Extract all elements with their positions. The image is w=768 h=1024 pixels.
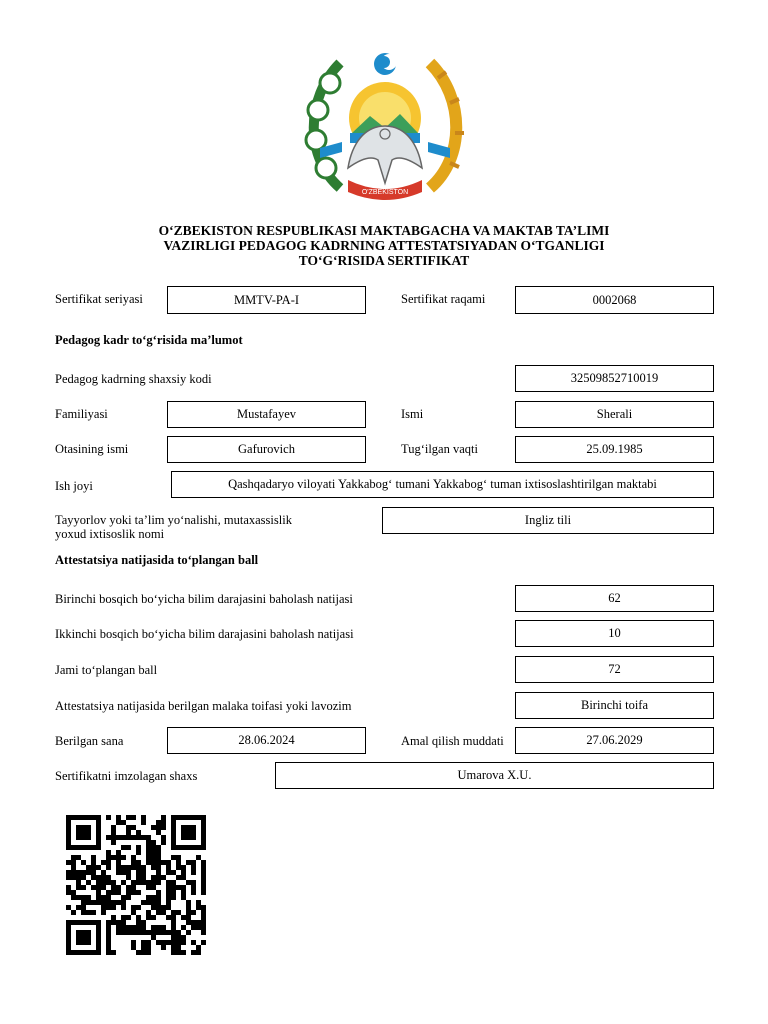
stage1-value: 62 xyxy=(515,585,714,612)
issued-date-label: Berilgan sana xyxy=(55,734,124,748)
signer-value: Umarova X.U. xyxy=(275,762,714,789)
valid-until-value: 27.06.2029 xyxy=(515,727,714,754)
section-personal-heading: Pedagog kadr to‘g‘risida ma’lumot xyxy=(55,333,243,347)
emblem-banner-text: O'ZBEKISTON xyxy=(361,189,409,196)
specialty-value: Ingliz tili xyxy=(382,507,714,534)
personal-id-label: Pedagog kadrning shaxsiy kodi xyxy=(55,372,212,386)
total-value: 72 xyxy=(515,656,714,683)
stage1-label: Birinchi bosqich bo‘yicha bilim darajasini baholash natijasi xyxy=(55,592,353,606)
specialty-label: Tayyorlov yoki ta’lim yo‘nalishi, mutaxassislik yoxud ixtisoslik nomi xyxy=(55,513,292,541)
title-line-2: VAZIRLIGI PEDAGOG KADRNING ATTESTATSIYADAN O‘TGANLIGI xyxy=(163,238,605,253)
category-value: Birinchi toifa xyxy=(515,692,714,719)
stage2-label: Ikkinchi bosqich bo‘yicha bilim darajasini baholash natijasi xyxy=(55,627,354,641)
title-line-3: TO‘G‘RISIDA SERTIFIKAT xyxy=(298,253,470,268)
section-results-heading: Attestatsiya natijasida to‘plangan ball xyxy=(55,553,259,567)
stage2-value: 10 xyxy=(515,620,714,647)
total-label: Jami to‘plangan ball xyxy=(55,663,158,677)
qr-code xyxy=(66,815,206,955)
document-title xyxy=(120,223,648,268)
signer-label: Sertifikatni imzolagan shaxs xyxy=(55,769,198,783)
surname-value: Mustafayev xyxy=(167,401,366,428)
birth-date-label: Tug‘ilgan vaqti xyxy=(401,442,478,456)
birth-date-value: 25.09.1985 xyxy=(515,436,714,463)
surname-label: Familiyasi xyxy=(55,407,108,421)
number-value: 0002068 xyxy=(515,286,714,314)
name-value: Sherali xyxy=(515,401,714,428)
workplace-label: Ish joyi xyxy=(55,479,93,493)
state-emblem xyxy=(300,48,470,206)
name-label: Ismi xyxy=(401,407,424,421)
patronymic-value: Gafurovich xyxy=(167,436,366,463)
personal-id-value: 32509852710019 xyxy=(515,365,714,392)
valid-until-label: Amal qilish muddati xyxy=(401,734,504,748)
series-label: Sertifikat seriyasi xyxy=(55,292,143,306)
issued-date-value: 28.06.2024 xyxy=(167,727,366,754)
number-label: Sertifikat raqami xyxy=(401,292,486,306)
patronymic-label: Otasining ismi xyxy=(55,442,129,456)
title-line-1: O‘ZBEKISTON RESPUBLIKASI MAKTABGACHA VA MAKTAB TA’LIMI xyxy=(158,223,610,238)
workplace-value: Qashqadaryo viloyati Yakkabog‘ tumani Yakkabog‘ tuman ixtisoslashtirilgan maktabi xyxy=(171,471,714,498)
series-value: MMTV-PA-I xyxy=(167,286,366,314)
category-label: Attestatsiya natijasida berilgan malaka toifasi yoki lavozim xyxy=(55,699,352,713)
